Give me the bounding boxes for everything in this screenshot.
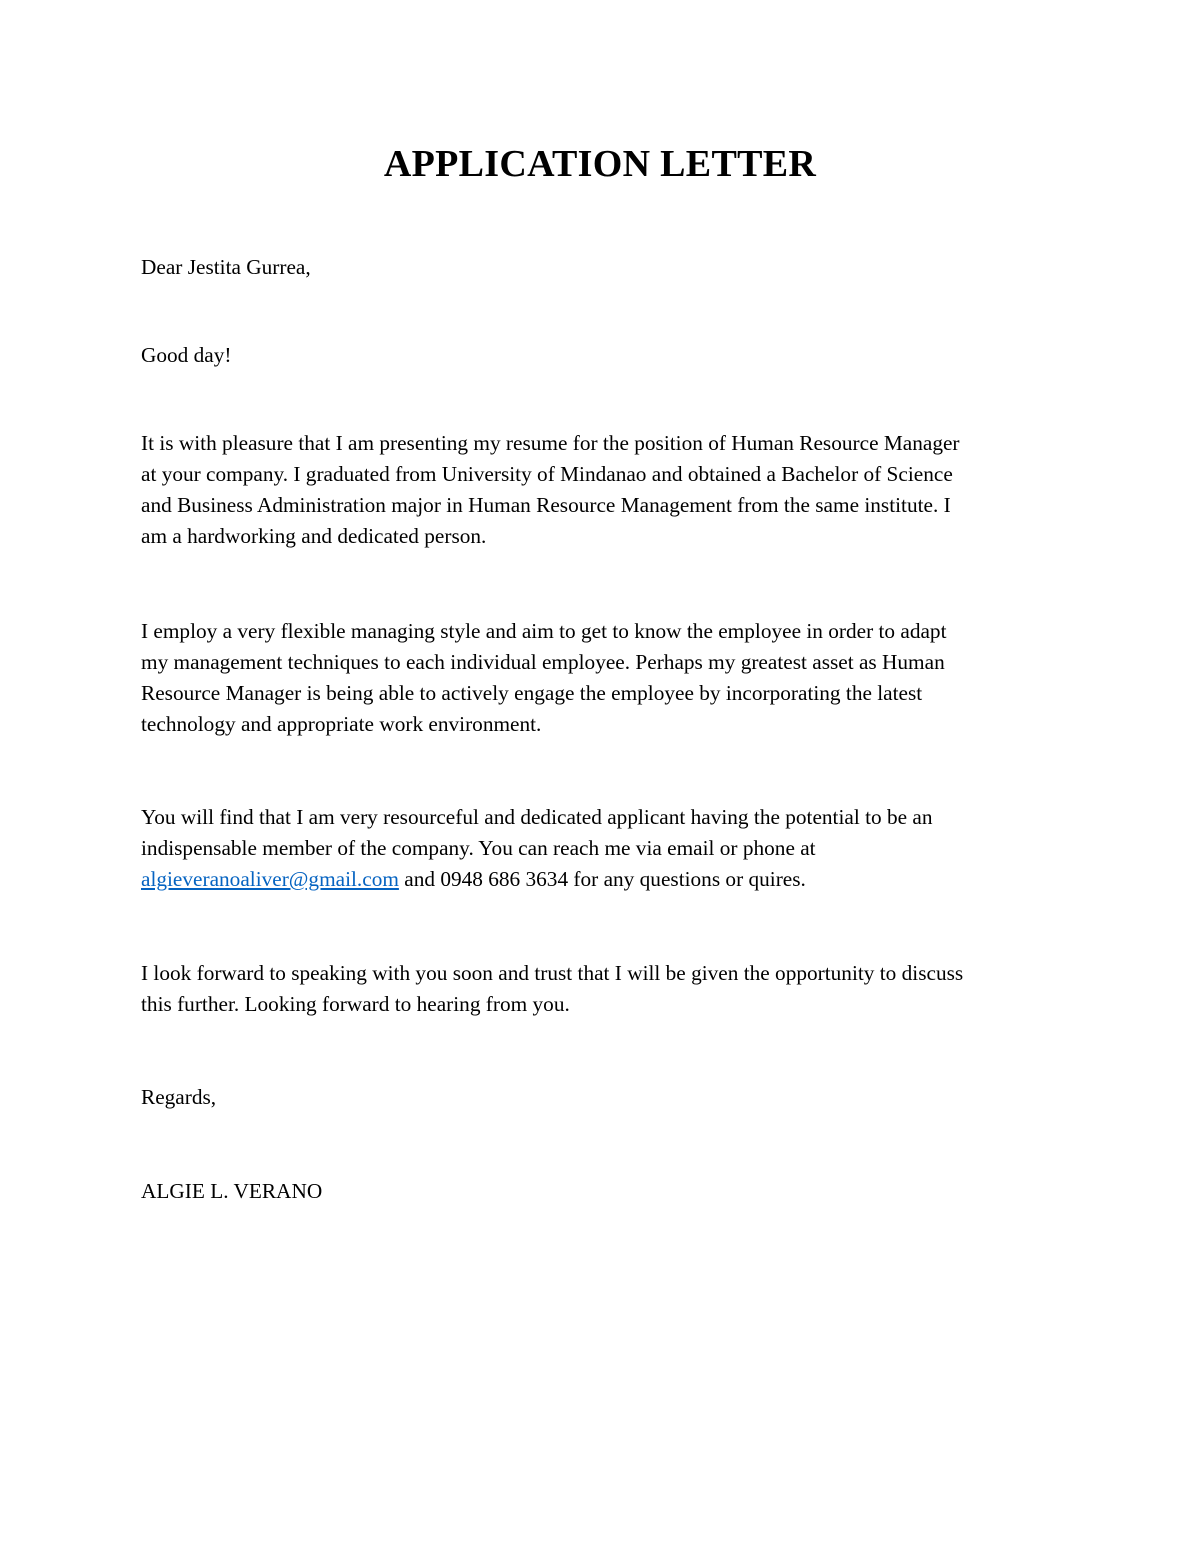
closing-regards: Regards, <box>141 1085 217 1109</box>
paragraph-line: technology and appropriate work environment. <box>141 712 542 736</box>
paragraph-management-style <box>141 616 1071 740</box>
paragraph-line: It is with pleasure that I am presenting my resume for the position of Human Resource Manager <box>141 431 960 455</box>
paragraph-line: at your company. I graduated from University of Mindanao and obtained a Bachelor of Science <box>141 462 953 486</box>
paragraph-line: and Business Administration major in Human Resource Management from the same institute. I <box>141 493 951 517</box>
email-link[interactable]: algieveranoaliver@gmail.com <box>141 867 399 891</box>
greeting: Good day! <box>141 343 232 367</box>
paragraph-line-contact <box>141 864 1071 895</box>
paragraph-line: I look forward to speaking with you soon and trust that I will be given the opportunity to discuss <box>141 961 964 985</box>
paragraph-line: this further. Looking forward to hearing from you. <box>141 992 570 1016</box>
paragraph-line: You will find that I am very resourceful and dedicated applicant having the potential to be an <box>141 805 933 829</box>
salutation: Dear Jestita Gurrea, <box>141 255 311 279</box>
paragraph-line: my management techniques to each individual employee. Perhaps my greatest asset as Human <box>141 650 945 674</box>
letter-title: APPLICATION LETTER <box>383 143 817 185</box>
paragraph-line: am a hardworking and dedicated person. <box>141 524 487 548</box>
paragraph-line: I employ a very flexible managing style and aim to get to know the employee in order to adapt <box>141 619 947 643</box>
paragraph-closing <box>141 958 1071 1020</box>
paragraph-contact <box>141 802 1071 895</box>
paragraph-line: indispensable member of the company. You can reach me via email or phone at <box>141 836 816 860</box>
paragraph-intro <box>141 428 1071 552</box>
paragraph-line: Resource Manager is being able to actively engage the employee by incorporating the latest <box>141 681 923 705</box>
contact-phone-text: and 0948 686 3634 for any questions or quires. <box>398 867 806 891</box>
signature-name: ALGIE L. VERANO <box>141 1179 323 1203</box>
